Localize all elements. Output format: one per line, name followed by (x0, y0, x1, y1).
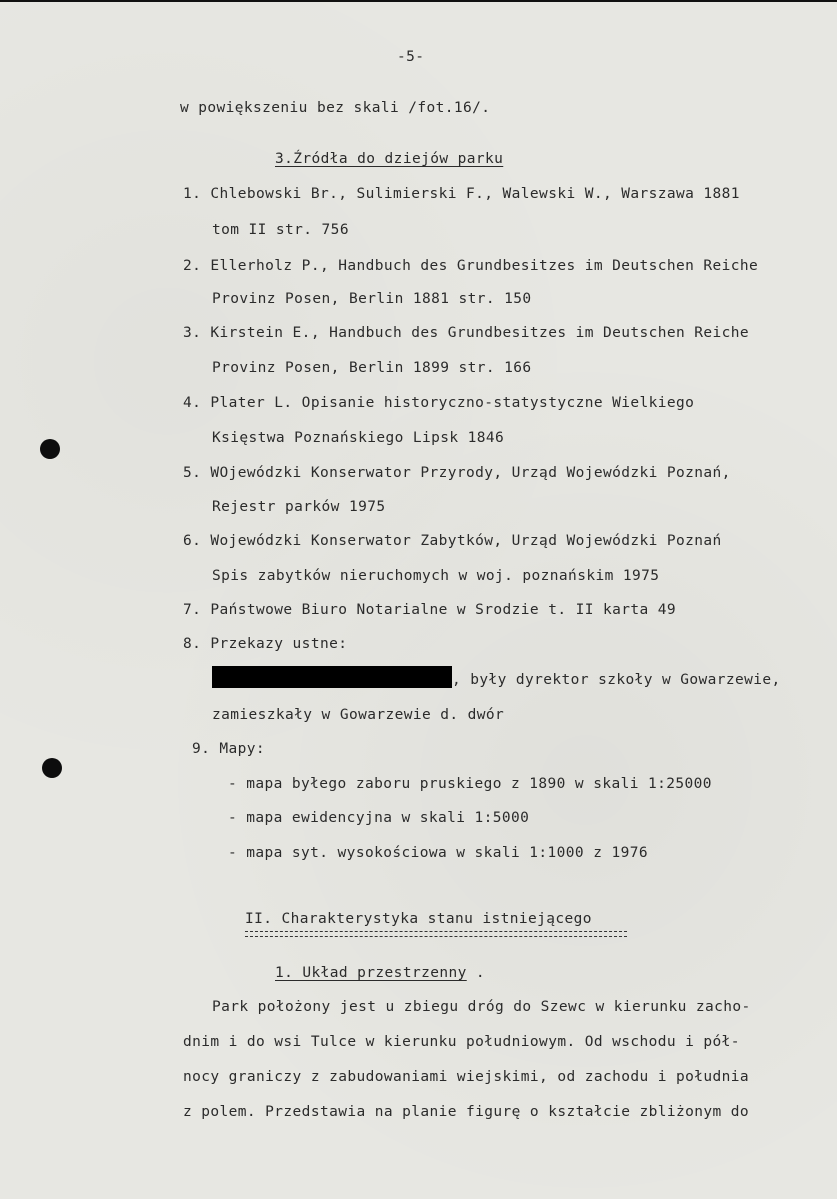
redaction-bar (212, 666, 452, 688)
punch-hole-bottom (42, 758, 62, 778)
page-number: -5- (397, 49, 425, 65)
source-item-5-line2: Rejestr parków 1975 (212, 499, 386, 515)
map-item-3: - mapa syt. wysokościowa w skali 1:1000 z 1976 (228, 845, 648, 861)
section-heading-sources: 3.Źródła do dziejów parku (275, 151, 504, 167)
source-item-6-line2: Spis zabytków nieruchomych w woj. poznańskim 1975 (212, 568, 660, 584)
paragraph-line-2: dnim i do wsi Tulce w kierunku południowym. Od wschodu i pół- (183, 1034, 740, 1050)
subheading-layout-suffix: . (475, 965, 486, 981)
source-item-7: 7. Państwowe Biuro Notarialne w Srodzie t. II karta 49 (183, 602, 677, 618)
intro-text: w powiększeniu bez skali /fot.16/. (180, 100, 491, 116)
source-item-1-line2: tom II str. 756 (212, 222, 349, 238)
source-item-2-line2: Provinz Posen, Berlin 1881 str. 150 (212, 291, 532, 307)
map-item-2: - mapa ewidencyjna w skali 1:5000 (228, 810, 530, 826)
subheading-layout (275, 964, 485, 982)
source-item-4-line1: 4. Plater L. Opisanie historyczno-statystyczne Wielkiego (183, 395, 695, 411)
oral-source-line1: , były dyrektor szkoły w Gowarzewie, (452, 672, 781, 688)
source-item-2-line1: 2. Ellerholz P., Handbuch des Grundbesitzes im Deutschen Reiche (183, 258, 759, 274)
source-item-4-line2: Księstwa Poznańskiego Lipsk 1846 (212, 430, 505, 446)
section-heading-characteristics: II. Charakterystyka stanu istniejącego (245, 911, 592, 927)
punch-hole-top (40, 439, 60, 459)
source-item-3-line2: Provinz Posen, Berlin 1899 str. 166 (212, 360, 532, 376)
subheading-layout-text: 1. Układ przestrzenny (275, 965, 467, 981)
source-item-8: 8. Przekazy ustne: (183, 636, 348, 652)
maps-heading: 9. Mapy: (192, 741, 266, 757)
paragraph-line-3: nocy graniczy z zabudowaniami wiejskimi, od zachodu i południa (183, 1069, 750, 1085)
source-item-3-line1: 3. Kirstein E., Handbuch des Grundbesitzes im Deutschen Reiche (183, 325, 750, 341)
source-item-5-line1: 5. WOjewódzki Konserwator Przyrody, Urząd Wojewódzki Poznań, (183, 465, 731, 481)
paragraph-line-1: Park położony jest u zbiegu dróg do Szewc w kierunku zacho- (212, 999, 751, 1015)
double-underline (245, 931, 627, 937)
paragraph-line-4: z polem. Przedstawia na planie figurę o kształcie zbliżonym do (183, 1104, 750, 1120)
map-item-1: - mapa byłego zaboru pruskiego z 1890 w skali 1:25000 (228, 776, 712, 792)
oral-source-line2: zamieszkały w Gowarzewie d. dwór (212, 707, 505, 723)
source-item-6-line1: 6. Wojewódzki Konserwator Zabytków, Urząd Wojewódzki Poznań (183, 533, 722, 549)
source-item-1-line1: 1. Chlebowski Br., Sulimierski F., Walewski W., Warszawa 1881 (183, 186, 740, 202)
